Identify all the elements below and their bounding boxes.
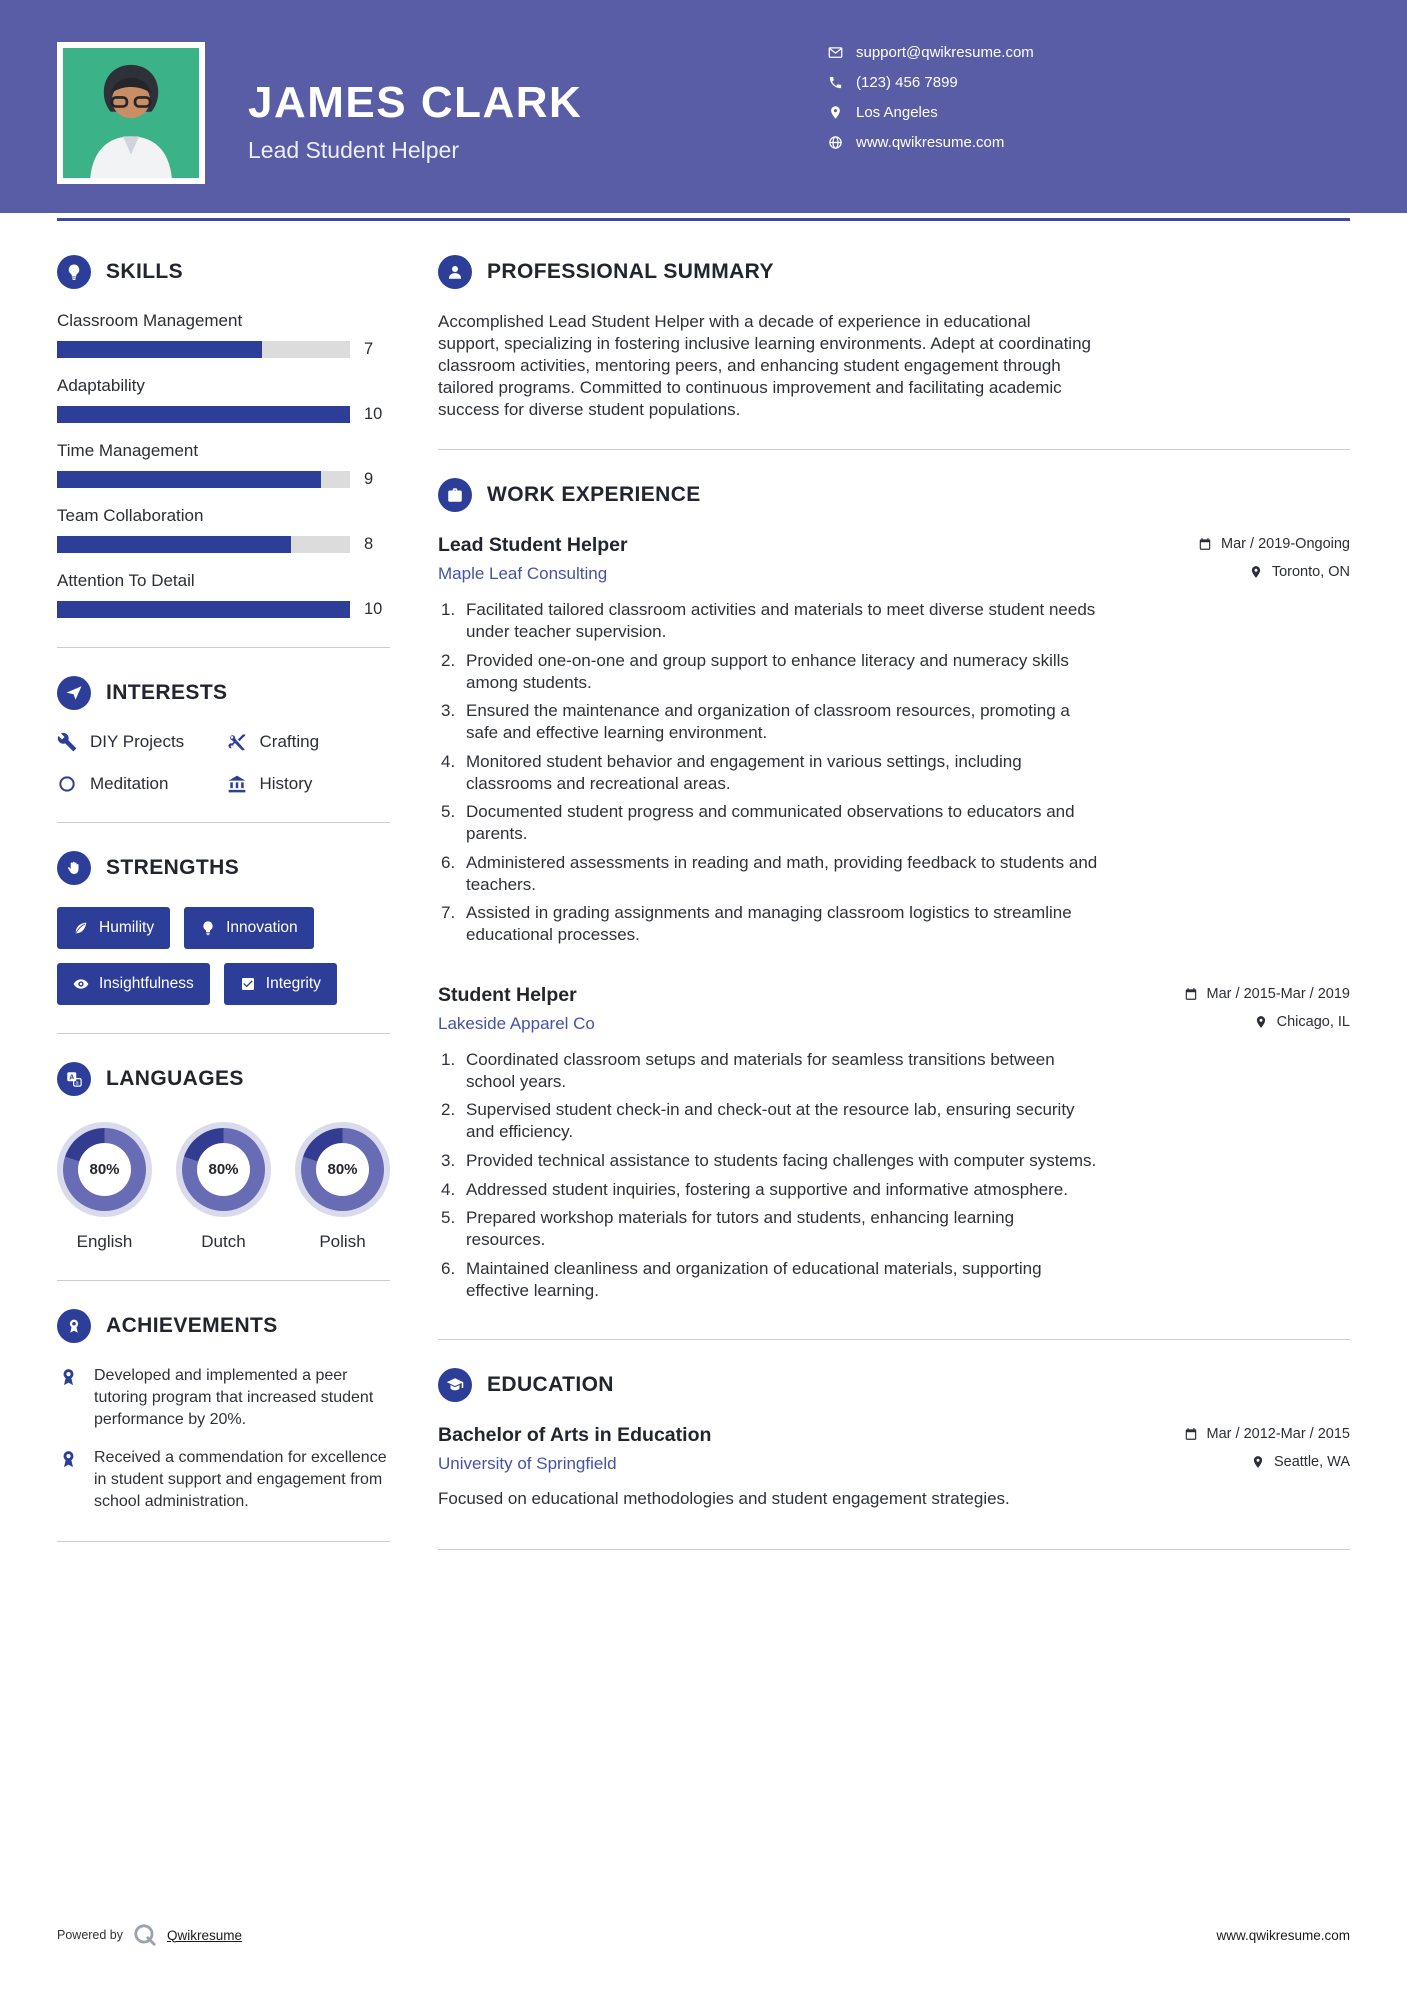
contact-website[interactable] xyxy=(828,134,1034,151)
skill-value: 9 xyxy=(364,470,374,488)
divider xyxy=(57,822,390,823)
skill-bar-track xyxy=(57,601,350,618)
job-bullet: Addressed student inquiries, fostering a supportive and informative atmosphere. xyxy=(466,1179,1068,1199)
job-bullets xyxy=(438,599,1098,946)
language-item xyxy=(57,1122,152,1252)
job-bullet: Documented student progress and communicated observations to educators and parents. xyxy=(466,802,1075,844)
divider xyxy=(57,1541,390,1542)
checkbox-icon xyxy=(240,976,256,992)
job-bullet: Assisted in grading assignments and managing classroom logistics to streamline educational processes. xyxy=(466,903,1072,945)
strength-badge xyxy=(184,907,314,949)
job-location: Chicago, IL xyxy=(1276,1013,1350,1030)
skill-bar-track xyxy=(57,341,350,358)
footer-website: www.qwikresume.com xyxy=(1216,1927,1350,1943)
qwikresume-link[interactable]: Qwikresume xyxy=(167,1927,243,1943)
interest-item xyxy=(57,732,221,752)
paper-plane-icon xyxy=(57,676,91,710)
languages-heading: LANGUAGES xyxy=(106,1067,244,1090)
contact-phone[interactable] xyxy=(828,74,1034,91)
experience-heading: WORK EXPERIENCE xyxy=(487,483,701,507)
skill-item xyxy=(57,311,390,359)
interest-label: DIY Projects xyxy=(90,732,185,751)
interest-item xyxy=(227,732,391,752)
job-bullet: Provided technical assistance to students facing challenges with computer systems. xyxy=(466,1150,1097,1170)
skill-value: 7 xyxy=(364,340,374,358)
briefcase-icon xyxy=(438,478,472,512)
strength-label: Humility xyxy=(99,919,155,936)
skill-value: 8 xyxy=(364,535,374,553)
lightbulb-icon xyxy=(57,255,91,289)
strength-badge xyxy=(57,963,210,1005)
language-item xyxy=(176,1122,271,1252)
skill-bar-track xyxy=(57,471,350,488)
powered-by-label: Powered by xyxy=(57,1928,124,1942)
email-icon xyxy=(828,45,843,60)
svg-text:a: a xyxy=(75,1080,79,1087)
education-degree: Bachelor of Arts in Education xyxy=(438,1424,712,1447)
job-bullet: Provided one-on-one and group support to enhance literacy and numeracy skills among students. xyxy=(466,650,1069,692)
language-donut xyxy=(182,1128,265,1211)
interest-label: Meditation xyxy=(90,774,169,793)
divider xyxy=(57,1033,390,1034)
pin-icon xyxy=(1249,565,1263,579)
skill-item xyxy=(57,506,390,554)
section-achievements xyxy=(57,1309,390,1513)
job-bullet: Administered assessments in reading and math, providing feedback to students and teachers. xyxy=(466,852,1098,894)
person-title: Lead Student Helper xyxy=(248,137,459,163)
language-donut xyxy=(63,1128,146,1211)
skill-label: Attention To Detail xyxy=(57,571,195,590)
contact-phone-text: (123) 456 7899 xyxy=(856,74,958,91)
section-interests xyxy=(57,676,390,794)
strength-label: Innovation xyxy=(226,919,298,936)
skill-label: Adaptability xyxy=(57,376,145,395)
job-bullet: Coordinated classroom setups and materials for seamless transitions between school years. xyxy=(466,1049,1055,1091)
skill-bar-fill xyxy=(57,601,350,618)
leaf-icon xyxy=(73,920,89,936)
divider xyxy=(438,449,1350,450)
section-skills xyxy=(57,255,390,619)
profile-photo xyxy=(57,42,205,184)
achievement-text: Received a commendation for excellence in student support and engagement from school administration. xyxy=(94,1449,387,1511)
education-dates: Mar / 2012-Mar / 2015 xyxy=(1206,1426,1350,1443)
skill-value: 10 xyxy=(364,405,383,423)
contact-list xyxy=(828,44,1034,164)
calendar-icon xyxy=(1198,537,1212,551)
strength-badge xyxy=(224,963,337,1005)
job-bullet: Supervised student check-in and check-out at the resource lab, ensuring security and efficiency. xyxy=(466,1100,1075,1142)
language-donut-halo xyxy=(176,1122,271,1217)
circle-icon xyxy=(57,774,77,794)
header xyxy=(0,0,1407,213)
skill-bar-track xyxy=(57,406,350,423)
right-column xyxy=(438,255,1350,1578)
calendar-icon xyxy=(1184,1427,1198,1441)
skill-value: 10 xyxy=(364,600,383,618)
divider xyxy=(57,647,390,648)
summary-text: Accomplished Lead Student Helper with a decade of experience in educational support, specializing in fostering inclusive learning environments. Adept at coordinating classroom activities, mentoring peers, and enhancing student engagement through tailored programs. Committed to continuous improvement and facilitating academic success for diverse student populations. xyxy=(438,312,1091,420)
language-label: Dutch xyxy=(201,1232,246,1251)
divider xyxy=(438,1549,1350,1550)
language-label: English xyxy=(76,1232,133,1251)
job-location: Toronto, ON xyxy=(1271,564,1350,581)
hand-icon xyxy=(57,851,91,885)
language-item xyxy=(295,1122,390,1252)
divider xyxy=(438,1339,1350,1340)
svg-text:A: A xyxy=(69,1073,75,1082)
job-bullets xyxy=(438,1049,1098,1302)
globe-icon xyxy=(828,135,843,150)
education-entry xyxy=(438,1424,1350,1510)
job-company: Maple Leaf Consulting xyxy=(438,564,608,584)
museum-icon xyxy=(227,774,247,794)
language-percent: 80% xyxy=(327,1161,358,1178)
contact-email[interactable] xyxy=(828,44,1034,61)
graduation-cap-icon xyxy=(438,1368,472,1402)
bulb-icon xyxy=(200,920,216,936)
skill-label: Team Collaboration xyxy=(57,506,204,525)
eye-icon xyxy=(73,976,89,992)
skill-label: Time Management xyxy=(57,441,199,460)
interest-item xyxy=(57,774,221,794)
language-donut-halo xyxy=(295,1122,390,1217)
divider xyxy=(57,1280,390,1281)
phone-icon xyxy=(828,75,843,90)
interest-label: History xyxy=(259,774,313,793)
person-name: JAMES CLARK xyxy=(248,78,583,127)
strengths-heading: STRENGTHS xyxy=(106,856,240,879)
person-icon xyxy=(438,255,472,289)
education-location: Seattle, WA xyxy=(1273,1454,1350,1471)
contact-location-text: Los Angeles xyxy=(856,104,938,121)
contact-email-text: support@qwikresume.com xyxy=(856,44,1034,61)
interest-label: Crafting xyxy=(259,732,320,751)
medal-icon xyxy=(57,1309,91,1343)
pin-icon xyxy=(1254,1015,1268,1029)
education-description: Focused on educational methodologies and student engagement strategies. xyxy=(438,1489,1010,1509)
section-education xyxy=(438,1368,1350,1510)
pin-icon xyxy=(1251,1455,1265,1469)
section-languages xyxy=(57,1062,390,1252)
job-dates: Mar / 2015-Mar / 2019 xyxy=(1206,985,1350,1002)
translate-icon xyxy=(57,1062,91,1096)
language-percent: 80% xyxy=(89,1161,120,1178)
section-strengths xyxy=(57,851,390,1005)
summary-heading: PROFESSIONAL SUMMARY xyxy=(487,260,774,283)
job-bullet: Facilitated tailored classroom activities and materials to meet diverse student needs under teacher supervision. xyxy=(466,600,1096,642)
job-bullet: Maintained cleanliness and organization of educational materials, supporting effective learning. xyxy=(466,1258,1042,1300)
skill-item xyxy=(57,376,390,424)
strength-badge xyxy=(57,907,170,949)
ribbon-icon xyxy=(57,1366,80,1389)
job-entry xyxy=(438,984,1350,1302)
skills-heading: SKILLS xyxy=(106,260,184,283)
achievement-item xyxy=(57,1365,390,1431)
job-title: Student Helper xyxy=(438,983,577,1006)
section-summary xyxy=(438,255,1350,421)
language-label: Polish xyxy=(319,1232,366,1251)
achievements-heading: ACHIEVEMENTS xyxy=(106,1314,278,1337)
location-icon xyxy=(828,105,843,120)
footer xyxy=(0,1898,1407,1990)
ribbon-icon xyxy=(57,1448,80,1471)
education-heading: EDUCATION xyxy=(487,1373,614,1397)
interests-heading: INTERESTS xyxy=(106,681,228,704)
left-column xyxy=(57,255,390,1578)
languages-list xyxy=(57,1118,390,1252)
wrench-icon xyxy=(57,732,77,752)
job-dates: Mar / 2019-Ongoing xyxy=(1221,536,1350,553)
contact-location[interactable] xyxy=(828,104,1034,121)
achievements-list xyxy=(57,1365,390,1513)
qwikresume-logo-icon xyxy=(132,1922,158,1948)
scissors-icon xyxy=(227,732,247,752)
job-company: Lakeside Apparel Co xyxy=(438,1013,595,1033)
job-title: Lead Student Helper xyxy=(438,534,628,557)
skill-bar-track xyxy=(57,536,350,553)
skill-item xyxy=(57,571,390,619)
calendar-icon xyxy=(1184,987,1198,1001)
skill-bar-fill xyxy=(57,406,350,423)
avatar xyxy=(63,48,199,178)
skill-bar-fill xyxy=(57,536,291,553)
job-entry xyxy=(438,534,1350,946)
skills-list xyxy=(57,311,390,619)
strength-label: Integrity xyxy=(265,975,321,992)
job-bullet: Monitored student behavior and engagement in various settings, including classrooms and recreational areas. xyxy=(466,751,1022,793)
skill-bar-fill xyxy=(57,471,321,488)
achievement-item xyxy=(57,1447,390,1513)
achievement-text: Developed and implemented a peer tutoring program that increased student performance by 20%. xyxy=(94,1367,374,1429)
skill-item xyxy=(57,441,390,489)
skill-bar-fill xyxy=(57,341,262,358)
strength-label: Insightfulness xyxy=(99,975,194,992)
interest-item xyxy=(227,774,391,794)
language-percent: 80% xyxy=(208,1161,239,1178)
job-bullet: Prepared workshop materials for tutors and students, enhancing learning resources. xyxy=(466,1208,1015,1250)
language-donut-halo xyxy=(57,1122,152,1217)
language-donut xyxy=(301,1128,384,1211)
contact-website-text: www.qwikresume.com xyxy=(856,134,1005,151)
education-school: University of Springfield xyxy=(438,1454,617,1474)
job-bullet: Ensured the maintenance and organization of classroom resources, promoting a safe and effective learning environment. xyxy=(466,701,1070,743)
section-experience xyxy=(438,478,1350,1301)
skill-label: Classroom Management xyxy=(57,311,243,330)
